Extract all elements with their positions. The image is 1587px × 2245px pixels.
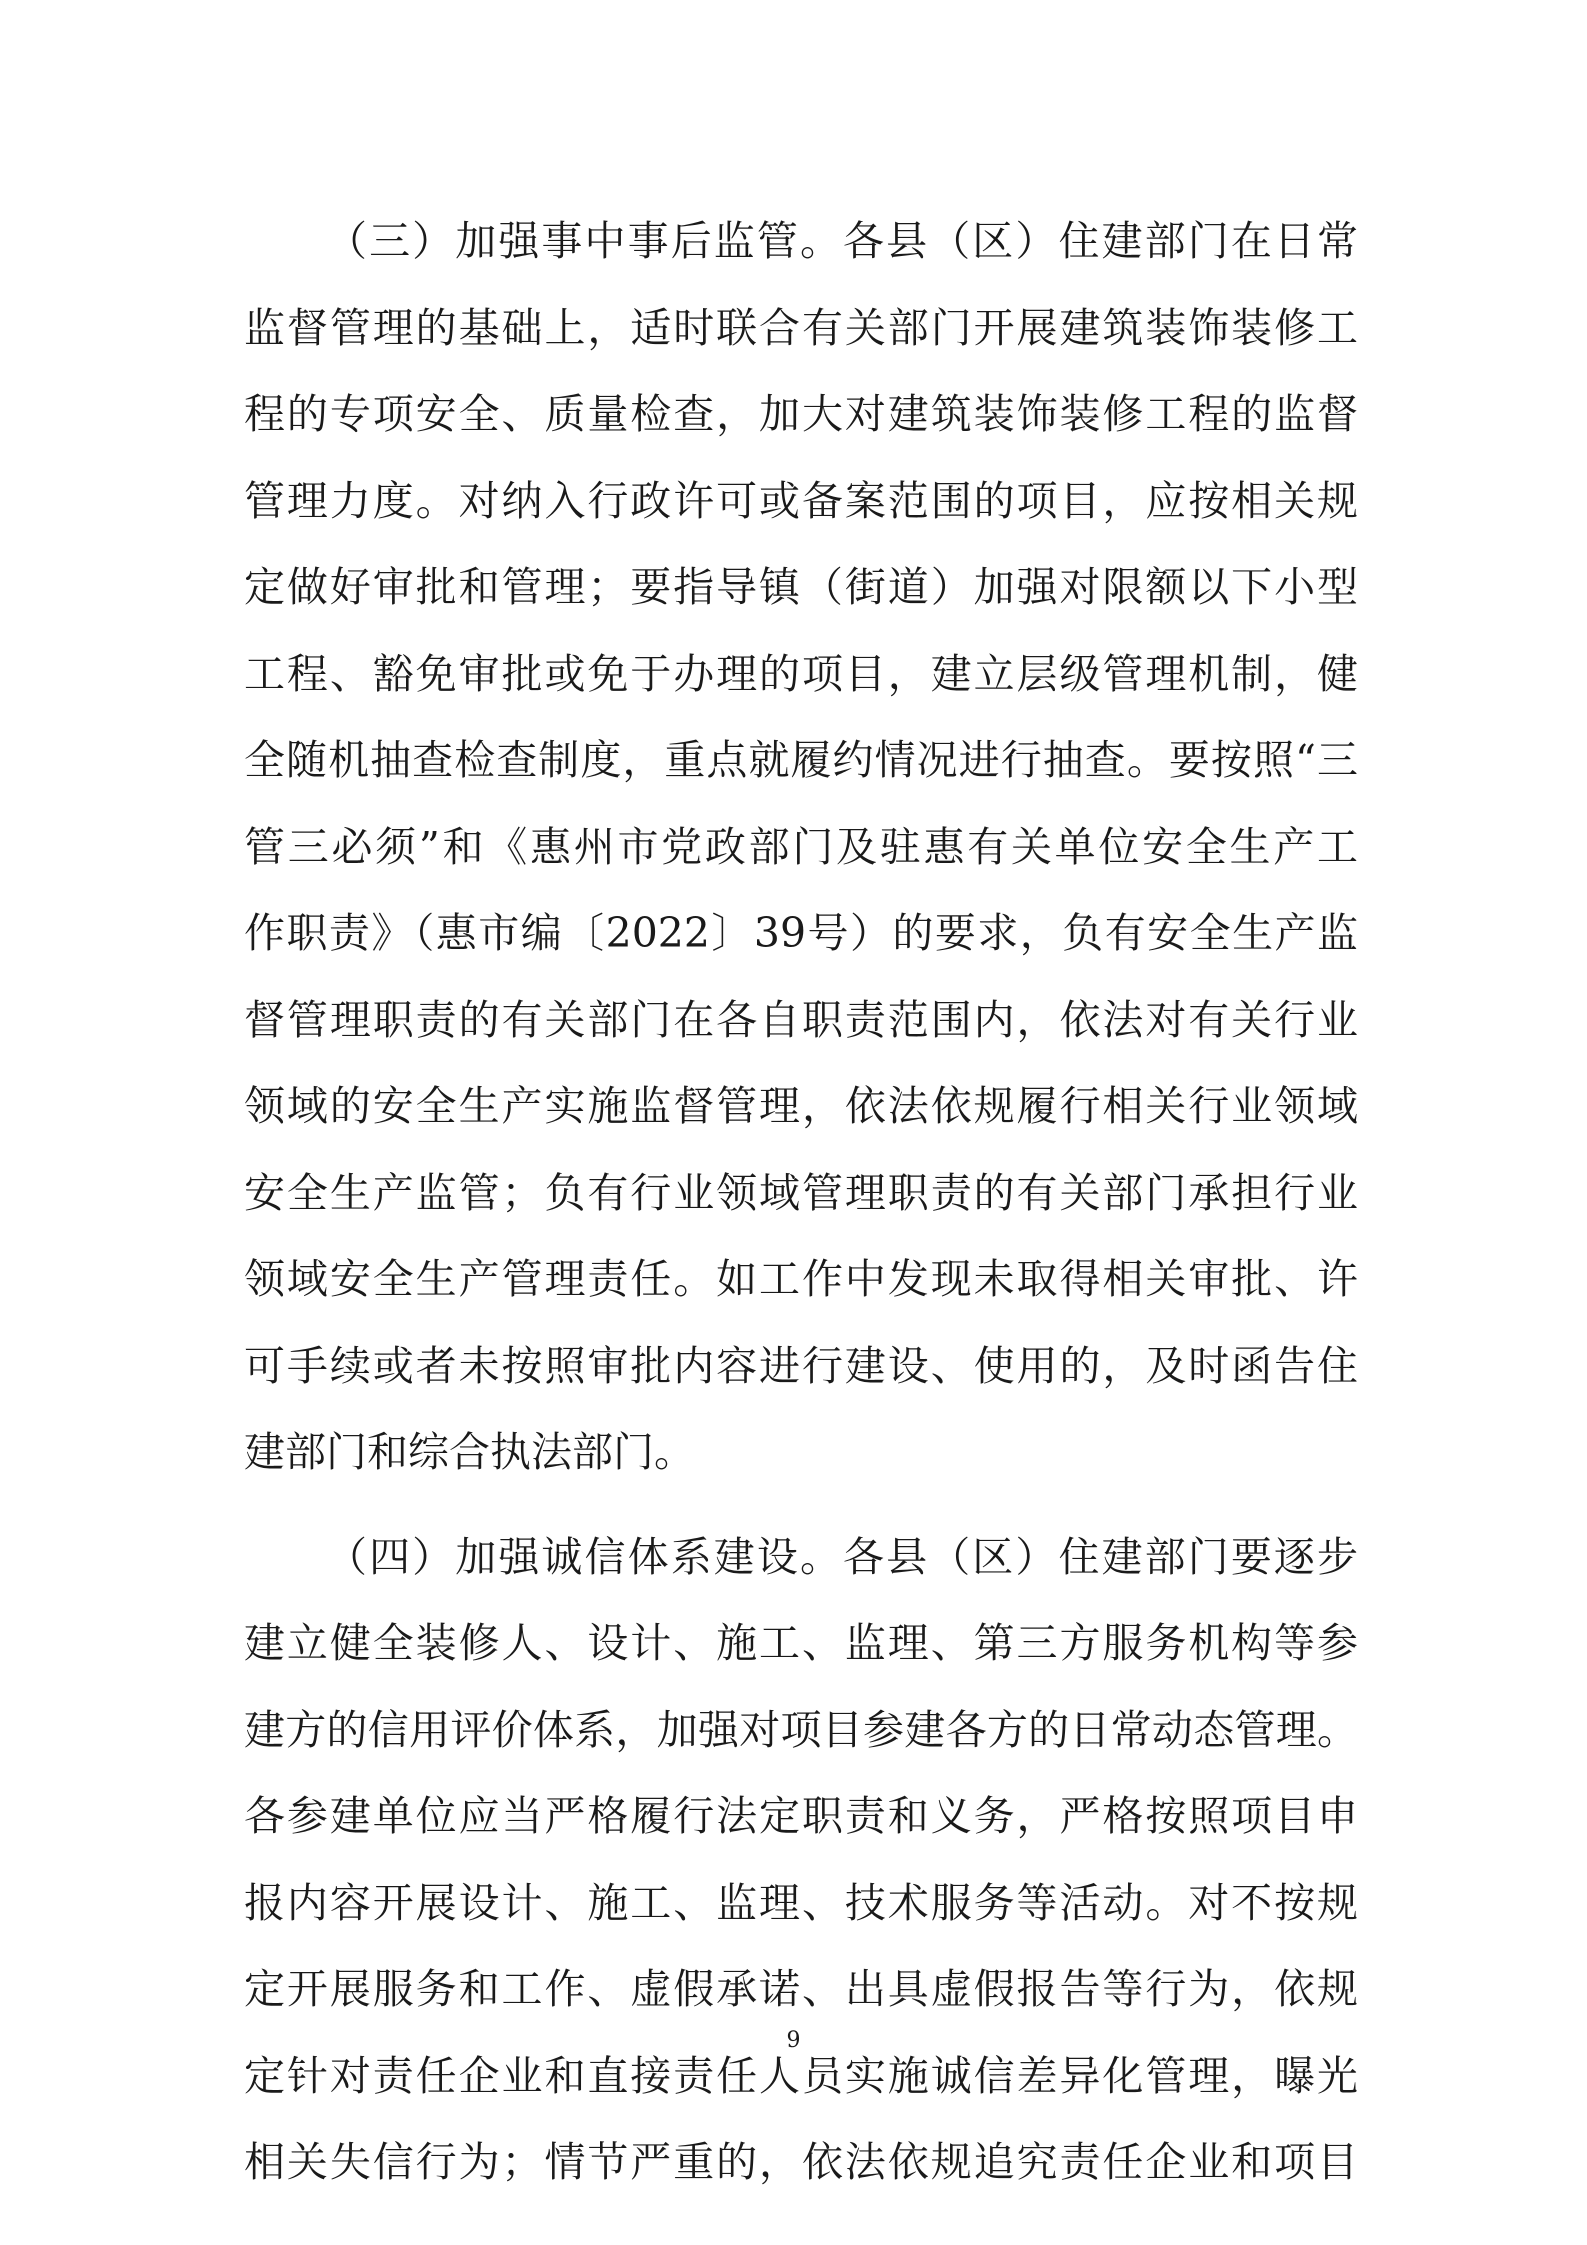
paragraph-2-line-7: 定针对责任企业和直接责任人员实施诚信差异化管理，曝光	[244, 2051, 1358, 2100]
page-number: 9	[786, 2028, 801, 2053]
paragraph-1-line-10: 督管理职责的有关部门在各自职责范围内，依法对有关行业	[244, 995, 1358, 1044]
paragraph-1-line-15: 建部门和综合执法部门。	[244, 1428, 695, 1476]
paragraph-1-line-11: 领域的安全生产实施监督管理，依法依规履行相关行业领域	[244, 1082, 1358, 1130]
paragraph-2-line-4: 各参建单位应当严格履行法定职责和义务，严格按照项目申	[244, 1792, 1358, 1840]
paragraph-1-line-5: 定做好审批和管理；要指导镇（街道）加强对限额以下小型	[244, 563, 1358, 611]
paragraph-1-line-8: 管三必须”和《惠州市党政部门及驻惠有关单位安全生产工	[244, 822, 1358, 871]
paragraph-2-line-3: 建方的信用评价体系，加强对项目参建各方的日常动态管理。	[244, 1705, 1358, 1754]
paragraph-spacer	[244, 1496, 1358, 1514]
paragraph-1-line-1: （三）加强事中事后监管。各县（区）住建部门在日常	[326, 217, 1358, 265]
body-text	[244, 198, 1358, 2206]
paragraph-2-line-5: 报内容开展设计、施工、监理、技术服务等活动。对不按规	[244, 1878, 1358, 1927]
paragraph-2-line-6: 定开展服务和工作、虚假承诺、出具虚假报告等行为，依规	[244, 1965, 1358, 2013]
paragraph-1-line-7: 全随机抽查检查制度，重点就履约情况进行抽查。要按照“三	[244, 736, 1358, 784]
paragraph-1-line-2: 监督管理的基础上，适时联合有关部门开展建筑装饰装修工	[244, 303, 1358, 352]
paragraph-1-line-3: 程的专项安全、质量检查，加大对建筑装饰装修工程的监督	[244, 390, 1358, 438]
paragraph-2-line-2: 建立健全装修人、设计、施工、监理、第三方服务机构等参	[244, 1619, 1358, 1667]
paragraph-2-line-8: 相关失信行为；情节严重的，依法依规追究责任企业和项目	[244, 2138, 1358, 2186]
paragraph-1-line-12: 安全生产监管；负有行业领域管理职责的有关部门承担行业	[244, 1168, 1358, 1217]
paragraph-1-line-4: 管理力度。对纳入行政许可或备案范围的项目，应按相关规	[244, 476, 1358, 525]
paragraph-1-line-13: 领域安全生产管理责任。如工作中发现未取得相关审批、许	[244, 1255, 1358, 1303]
paragraph-1-line-6: 工程、豁免审批或免于办理的项目，建立层级管理机制，健	[244, 649, 1358, 698]
paragraph-1-line-14: 可手续或者未按照审批内容进行建设、使用的，及时函告住	[244, 1341, 1358, 1390]
paragraph-1-line-9: 作职责》（惠市编〔2022〕39号）的要求，负有安全生产监	[244, 909, 1358, 957]
paragraph-2-line-1: （四）加强诚信体系建设。各县（区）住建部门要逐步	[326, 1532, 1358, 1581]
